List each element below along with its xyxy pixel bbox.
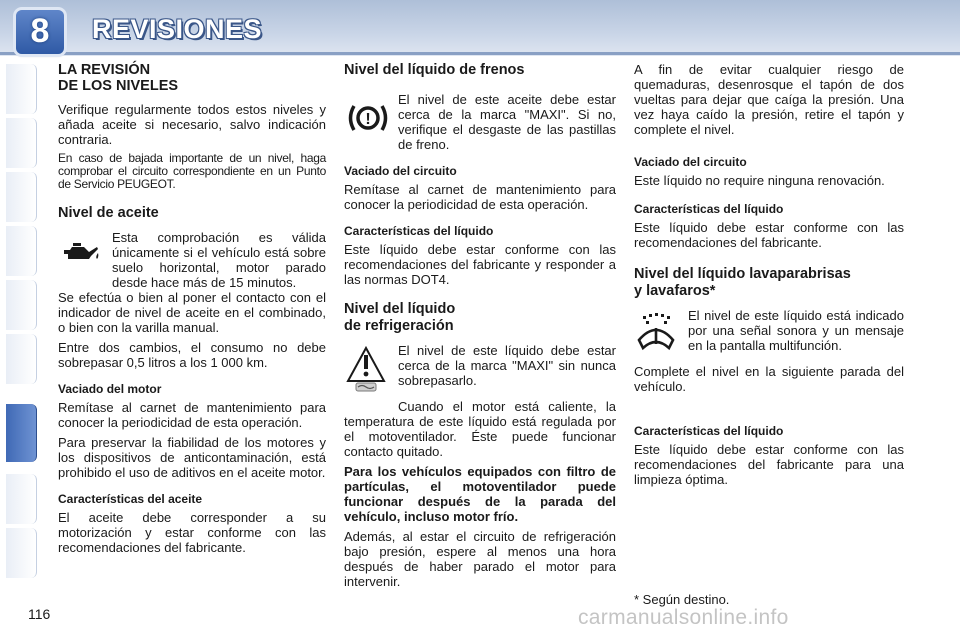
chapter-number: 8 <box>30 12 50 50</box>
coolant-cap-paragraph: A fin de evitar cualquier riesgo de quemaduras, desenrosque el tapón de dos vueltas para dejar que caíga la presión. Una vez haya caído la presión, retire el tapón y complete el nivel. <box>634 62 904 137</box>
coolant-pressure-paragraph: Además, al estar el circuito de refrigeración bajo presión, espere al menos una hora después de haber parado el motor para intervenir. <box>344 529 616 589</box>
chapter-tab[interactable] <box>6 172 37 222</box>
oil-note-text: Esta comprobación es válida únicamente si el vehículo está sobre suelo horizontal, motor parado desde hace más de 15 minutos. <box>112 230 326 290</box>
engine-drain-paragraph: Para preservar la fiabilidad de los motores y los dispositivos de anticontaminación, está prohibido el uso de aditivos en el aceite motor. <box>58 435 326 480</box>
chapter-tab-active[interactable] <box>6 404 37 462</box>
header-divider <box>0 52 960 55</box>
intro-note: En caso de bajada importante de un nivel, haga comprobar el circuito correspondiente en un Punto de Servicio PEUGEOT. <box>58 151 326 191</box>
coolant-spec-heading: Características del líquido <box>634 202 784 216</box>
watermark: carmanualsonline.info <box>578 606 789 629</box>
brake-note <box>344 92 616 152</box>
washer-heading-line: Nivel del líquido lavaparabrisas <box>634 266 851 282</box>
brake-warning-icon <box>346 98 390 142</box>
chapter-tab[interactable] <box>6 334 37 384</box>
page-number: 116 <box>28 606 51 622</box>
chapter-tab[interactable] <box>6 528 37 578</box>
coolant-note-text: El nivel de este líquido debe estar cerca de la marca "MAXI" sin nunca sobrepasarlo. <box>398 343 616 388</box>
washer-note-text: El nivel de este líquido está indicado por una señal sonora y un mensaje en la pantalla multifunción. <box>688 308 904 353</box>
footnote: * Según destino. <box>634 592 730 607</box>
brake-drain-paragraph: Remítase al carnet de mantenimiento para conocer la periodicidad de esta operación. <box>344 182 616 212</box>
washer-spec-paragraph: Este líquido debe estar conforme con las recomendaciones del fabricante para una limpieza óptima. <box>634 442 904 487</box>
oil-can-icon <box>58 230 102 274</box>
left-column <box>58 62 326 560</box>
chapter-title: REVISIONES <box>92 14 263 44</box>
washer-paragraph: Complete el nivel en la siguiente parada del vehículo. <box>634 364 904 394</box>
engine-drain-paragraph: Remítase al carnet de mantenimiento para conocer la periodicidad de esta operación. <box>58 400 326 430</box>
engine-drain-heading: Vaciado del motor <box>58 382 162 396</box>
brake-heading: Nivel del líquido de frenos <box>344 62 525 78</box>
svg-text:!: ! <box>365 111 371 128</box>
coolant-heading-line: de refrigeración <box>344 318 454 334</box>
oil-heading: Nivel de aceite <box>58 205 159 221</box>
right-column <box>634 62 904 492</box>
washer-heading <box>634 266 904 300</box>
washer-note <box>634 308 904 364</box>
oil-paragraph: Se efectúa o bien al poner el contacto con el indicador de nivel de aceite en el combinado, o bien con la varilla manual. <box>58 290 326 335</box>
chapter-tab[interactable] <box>6 118 37 168</box>
oil-note <box>58 230 326 290</box>
chapter-tab[interactable] <box>6 64 37 114</box>
coolant-warning-icon <box>344 345 388 389</box>
brake-spec-paragraph: Este líquido debe estar conforme con las recomendaciones del fabricante y responder a las normas DOT4. <box>344 242 616 287</box>
section-title <box>58 62 326 94</box>
middle-column <box>344 62 616 594</box>
chapter-tab[interactable] <box>6 226 37 276</box>
coolant-drain-heading: Vaciado del circuito <box>634 155 747 169</box>
chapter-badge <box>16 10 64 54</box>
section-title-line: DE LOS NIVELES <box>58 78 179 94</box>
coolant-heading <box>344 301 616 335</box>
coolant-hot-paragraph: Cuando el motor está caliente, la temperatura de este líquido está regulada por el motoventilador. Éste puede funcionar contacto quitado. <box>344 399 616 459</box>
coolant-heading-line: Nivel del líquido <box>344 301 456 317</box>
brake-drain-heading: Vaciado del circuito <box>344 164 457 178</box>
washer-heading-line: y lavafaros* <box>634 283 716 299</box>
oil-spec-heading: Características del aceite <box>58 492 203 506</box>
coolant-warning-paragraph: Para los vehículos equipados con filtro de partículas, el motoventilador puede funcionar después de la parada del vehículo, incluso motor frío. <box>344 464 616 524</box>
washer-fluid-icon <box>634 310 678 354</box>
brake-note-text: El nivel de este aceite debe estar cerca de la marca "MAXI". Si no, verifique el desgaste de las pastillas de freno. <box>398 92 616 152</box>
coolant-drain-paragraph: Este líquido no require ninguna renovación. <box>634 173 885 188</box>
brake-spec-heading: Características del líquido <box>344 224 494 238</box>
coolant-note <box>344 343 616 399</box>
intro-paragraph: Verifique regularmente todos estos niveles y añada aceite si necesario, salvo indicación contraria. <box>58 102 326 147</box>
coolant-spec-paragraph: Este líquido debe estar conforme con las recomendaciones del fabricante. <box>634 220 904 250</box>
oil-spec-paragraph: El aceite debe corresponder a su motorización y estar conforme con las recomendaciones del fabricante. <box>58 510 326 555</box>
chapter-tab[interactable] <box>6 280 37 330</box>
oil-paragraph: Entre dos cambios, el consumo no debe sobrepasar 0,5 litros a los 1 000 km. <box>58 340 326 370</box>
section-title-line: LA REVISIÓN <box>58 62 151 78</box>
washer-spec-heading: Características del líquido <box>634 424 784 438</box>
chapter-tab[interactable] <box>6 474 37 524</box>
